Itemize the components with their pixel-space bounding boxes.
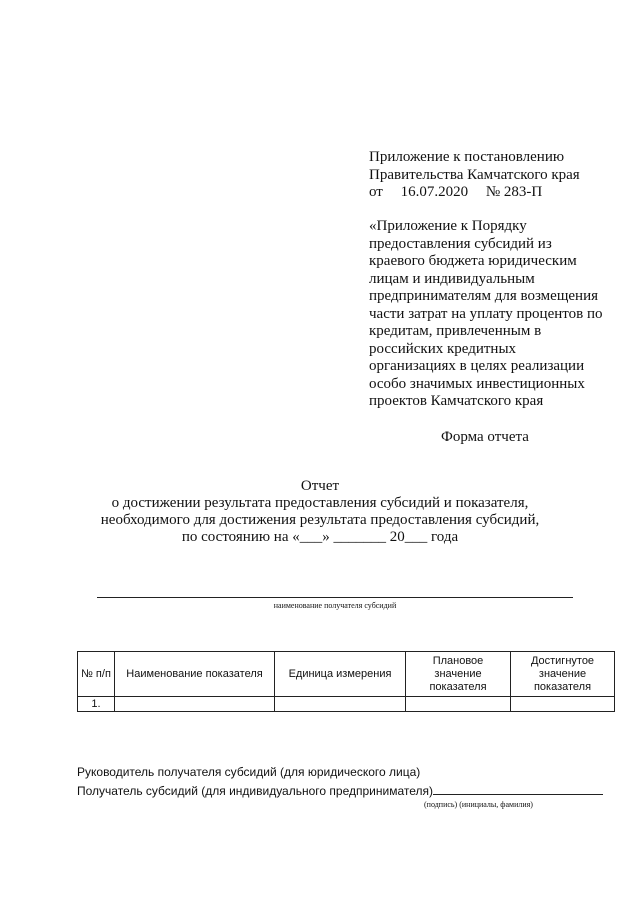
- table-header-row: [78, 652, 615, 697]
- table-row: [78, 697, 615, 712]
- order-ref-line: кредитам, привлеченным в: [369, 323, 542, 339]
- appendix-date: 16.07.2020: [400, 184, 469, 200]
- table-cell: 1.: [78, 697, 115, 712]
- order-ref-line: краевого бюджета юридическим: [369, 253, 577, 269]
- appendix-line-1: Приложение к постановлению: [369, 149, 565, 165]
- appendix-date-line: [369, 184, 580, 202]
- order-ref-line: российских кредитных: [369, 340, 517, 357]
- order-ref-line: предоставления субсидий из: [369, 235, 552, 252]
- report-subtitle-line: необходимого для достижения результата предоставления субсидий,: [100, 512, 540, 528]
- order-ref-line: лицам и индивидуальным: [369, 270, 535, 287]
- form-title: Форма отчета: [441, 429, 529, 445]
- appendix-number: 283-П: [503, 184, 543, 200]
- signature-line-2-text: Получатель субсидий (для индивидуального предпринимателя): [77, 784, 433, 798]
- col-header-number: № п/п: [78, 652, 115, 697]
- signature-line-1: Руководитель получателя субсидий (для юридического лица): [77, 765, 421, 779]
- order-ref-line: «Приложение к Порядку: [369, 218, 527, 234]
- date-prefix: от: [369, 184, 383, 200]
- col-header-indicator: Наименование показателя: [115, 652, 275, 697]
- signature-block: [77, 763, 603, 801]
- recipient-caption: наименование получателя субсидий: [273, 601, 397, 610]
- order-ref-line: части затрат на уплату процентов по: [369, 305, 603, 322]
- col-header-achieved: Достигнутое значение показателя: [511, 652, 615, 697]
- order-ref-line: проектов Камчатского края: [369, 393, 544, 409]
- order-ref-line: предпринимателям для возмещения: [369, 288, 598, 304]
- table-cell: [115, 697, 275, 712]
- table-cell: [275, 697, 406, 712]
- order-ref-line: организациях в целях реализации: [369, 358, 585, 374]
- col-header-unit: Единица измерения: [275, 652, 406, 697]
- order-reference: [369, 218, 602, 411]
- recipient-name-line: [97, 597, 573, 598]
- signature-caption: (подпись) (инициалы, фамилия): [424, 800, 533, 809]
- report-heading: [0, 478, 640, 546]
- appendix-line-2: Правительства Камчатского края: [369, 166, 580, 183]
- report-date-line: по состоянию на «___» _______ 20___ года: [181, 529, 459, 545]
- order-ref-line: особо значимых инвестиционных: [369, 375, 585, 392]
- report-subtitle-line: о достижении результата предоставления субсидий и показателя,: [111, 495, 529, 511]
- indicators-table: [77, 651, 615, 712]
- signature-underline: [433, 782, 603, 795]
- table-cell: [406, 697, 511, 712]
- appendix-header: [369, 149, 580, 202]
- table-cell: [511, 697, 615, 712]
- signature-line-2: [77, 782, 603, 801]
- col-header-planned: Плановое значение показателя: [406, 652, 511, 697]
- report-title: Отчет: [300, 478, 340, 494]
- number-sign: №: [485, 184, 501, 200]
